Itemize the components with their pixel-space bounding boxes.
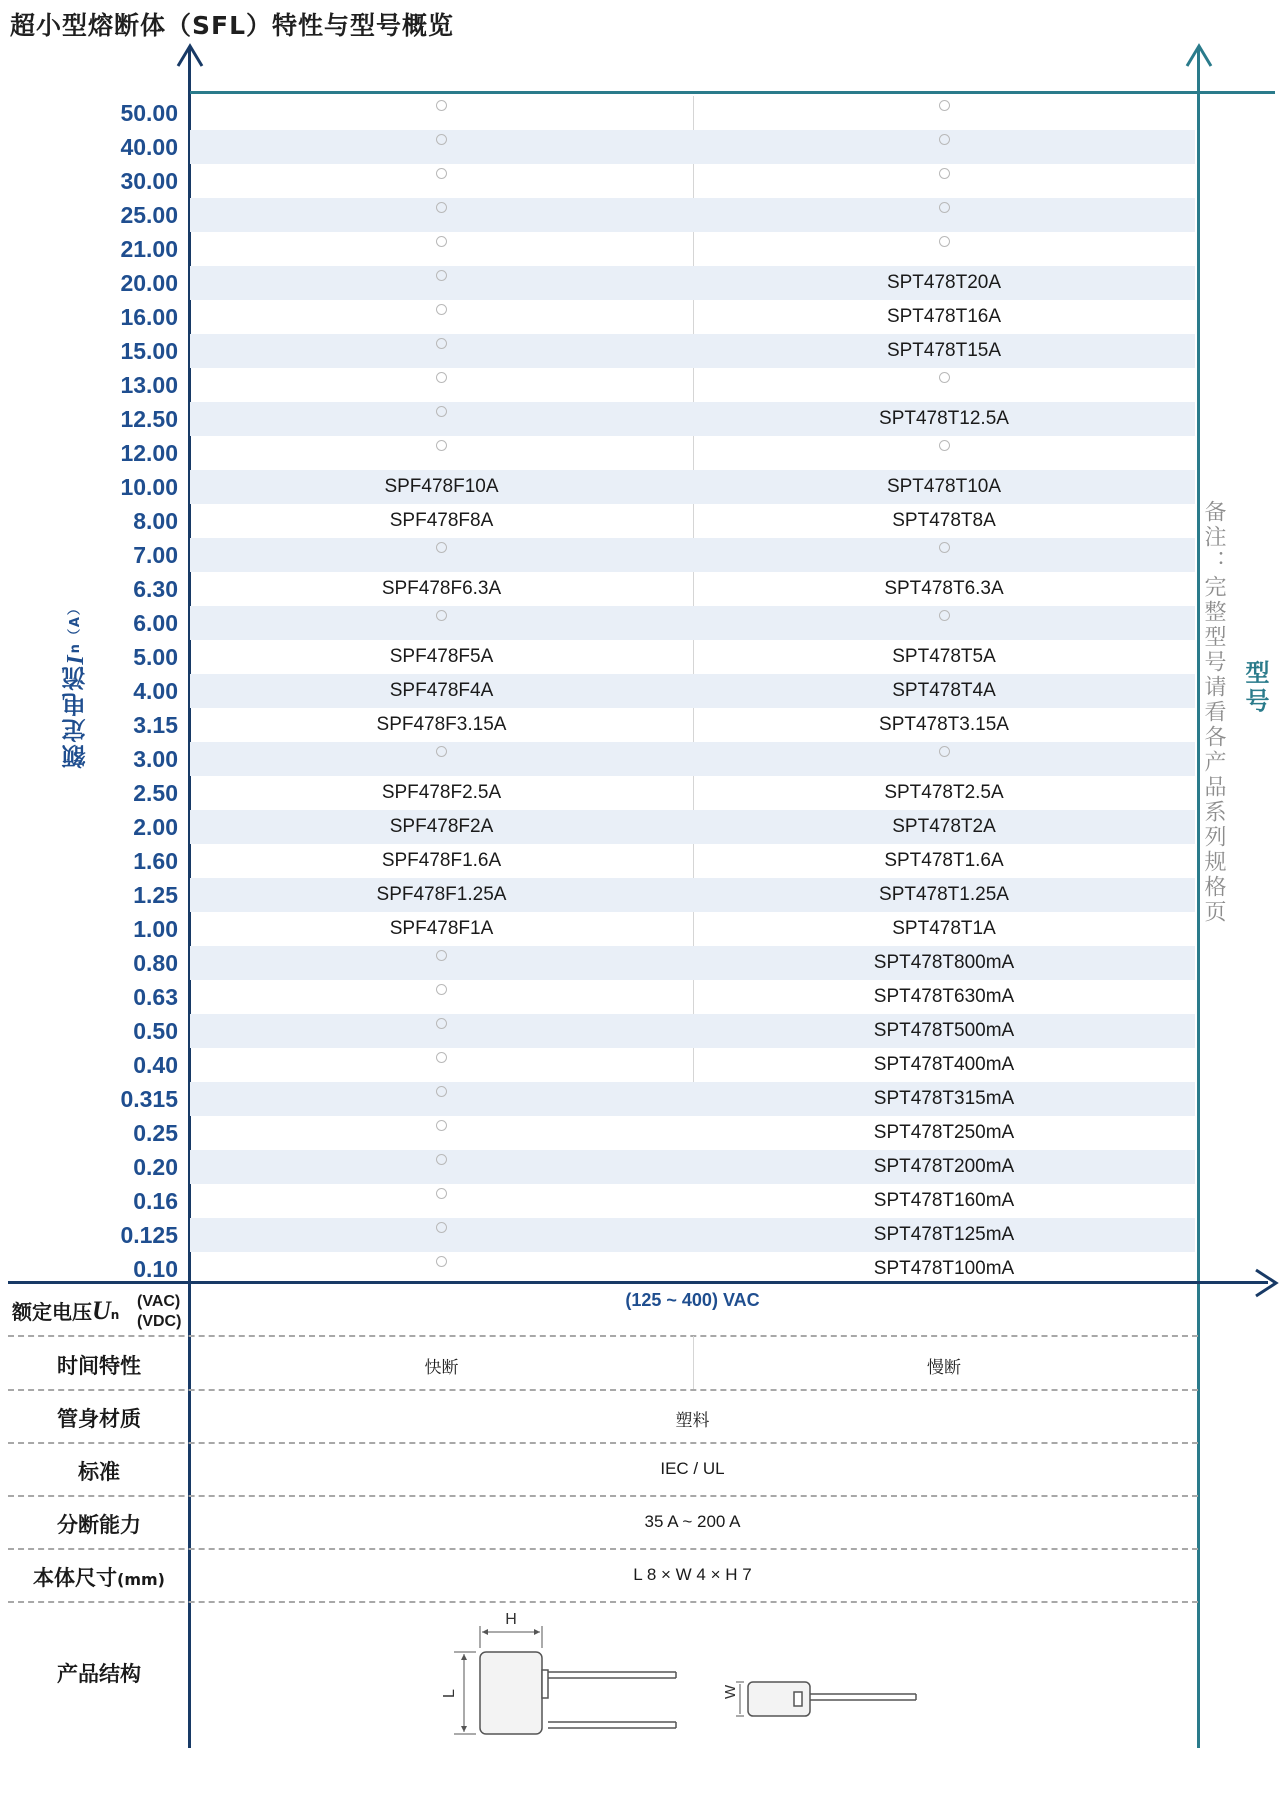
current-label: 0.315	[120, 1086, 178, 1112]
current-label: 10.00	[120, 474, 178, 500]
table-row	[120, 130, 1195, 164]
empty-marker-fast	[190, 232, 693, 266]
circle-icon	[436, 746, 447, 757]
empty-marker-fast	[190, 606, 693, 640]
table-row	[133, 1014, 1195, 1048]
empty-marker-fast	[190, 368, 693, 402]
model-cell-slow: SPT478T315mA	[873, 1088, 1015, 1109]
circle-icon	[939, 134, 950, 145]
model-cell-fast: SPF478F4A	[389, 680, 494, 701]
model-cell-slow: SPT478T20A	[886, 272, 1002, 293]
circle-icon	[436, 1222, 447, 1233]
empty-marker-fast	[190, 1150, 693, 1184]
circle-icon	[436, 542, 447, 553]
circle-icon	[436, 950, 447, 961]
spec-label: 分断能力	[57, 1513, 141, 1537]
circle-icon	[436, 1086, 447, 1097]
model-cell-slow: SPT478T2A	[892, 816, 996, 837]
model-cell-slow: SPT478T400mA	[873, 1054, 1015, 1075]
model-cell-slow: SPT478T1A	[892, 918, 996, 939]
current-label: 0.80	[133, 950, 178, 976]
voltage-units	[137, 1292, 181, 1332]
dim-h-label: H	[505, 1612, 517, 1628]
spec-label: 标准	[78, 1460, 120, 1484]
empty-marker-fast	[190, 130, 693, 164]
table-row	[120, 198, 1195, 232]
empty-marker-fast	[190, 266, 693, 300]
circle-icon	[436, 610, 447, 621]
circle-icon	[436, 100, 447, 111]
empty-marker-slow	[693, 232, 1195, 266]
current-label: 0.16	[133, 1188, 178, 1214]
table-row	[120, 1218, 1195, 1252]
model-cell-slow: SPT478T630mA	[873, 986, 1015, 1007]
model-cell-slow: SPT478T5A	[892, 646, 996, 667]
spec-value: L 8 × W 4 × H 7	[633, 1565, 752, 1584]
model-cell-slow: SPT478T100mA	[873, 1258, 1015, 1279]
table-row	[133, 946, 1195, 980]
empty-marker-fast	[190, 96, 693, 130]
current-label: 0.50	[133, 1018, 178, 1044]
table-row	[133, 538, 1195, 572]
circle-icon	[436, 338, 447, 349]
spec-value-slow: 慢断	[927, 1358, 961, 1377]
table-row	[120, 1082, 1195, 1116]
voltage-name: 额定电压	[12, 1300, 92, 1324]
current-label: 2.00	[133, 814, 178, 840]
empty-marker-fast	[190, 300, 693, 334]
table-row	[120, 368, 1195, 402]
model-cell-fast: SPF478F8A	[389, 510, 494, 531]
circle-icon	[436, 440, 447, 451]
empty-marker-fast	[190, 946, 693, 980]
circle-icon	[436, 202, 447, 213]
current-label: 0.125	[120, 1222, 178, 1248]
current-label: 3.15	[133, 712, 178, 738]
table-row	[133, 1150, 1195, 1184]
spec-value: IEC / UL	[660, 1459, 725, 1478]
dim-l-label: L	[441, 1689, 458, 1698]
table-row	[133, 674, 1195, 708]
circle-icon	[436, 134, 447, 145]
table-row	[120, 266, 1195, 300]
empty-marker-fast	[190, 538, 693, 572]
current-label: 21.00	[120, 236, 178, 262]
empty-marker-slow	[693, 130, 1195, 164]
empty-marker-fast	[190, 334, 693, 368]
empty-marker-slow	[693, 164, 1195, 198]
current-label: 7.00	[133, 542, 178, 568]
table-row	[120, 232, 1195, 266]
divider	[8, 1335, 1198, 1337]
divider	[8, 1601, 1198, 1603]
empty-marker-slow	[693, 436, 1195, 470]
circle-icon	[436, 304, 447, 315]
circle-icon	[436, 168, 447, 179]
spec-value: 塑料	[675, 1411, 710, 1430]
spec-value-fast: 快断	[424, 1358, 459, 1377]
table-row	[120, 300, 1195, 334]
model-cell-slow: SPT478T1.25A	[879, 884, 1009, 905]
empty-marker-fast	[190, 1218, 693, 1252]
current-label: 20.00	[120, 270, 178, 296]
table-row	[120, 436, 1195, 470]
table-row	[133, 1252, 1195, 1286]
circle-icon	[436, 270, 447, 281]
fuse-structure-drawing	[440, 1612, 960, 1742]
spec-label-text: 本体尺寸	[33, 1566, 118, 1590]
circle-icon	[939, 202, 950, 213]
circle-icon	[436, 1154, 447, 1165]
empty-marker-fast	[190, 1082, 693, 1116]
model-cell-slow: SPT478T160mA	[873, 1190, 1015, 1211]
empty-marker-slow	[693, 96, 1195, 130]
spec-label: 管身材质	[57, 1407, 141, 1431]
fuse-side-view	[736, 1682, 916, 1716]
empty-marker-fast	[190, 402, 693, 436]
model-cell-slow: SPT478T10A	[886, 476, 1002, 497]
spec-value: 35 A ~ 200 A	[644, 1512, 741, 1531]
circle-icon	[436, 1052, 447, 1063]
model-cell-slow: SPT478T6.3A	[884, 578, 1004, 599]
table-row	[133, 1116, 1195, 1150]
table-row	[133, 776, 1195, 810]
voltage-value: (125 ~ 400) VAC	[625, 1290, 760, 1310]
table-row	[120, 164, 1195, 198]
spec-label: 产品结构	[57, 1662, 141, 1686]
spec-label-unit: (mm)	[117, 1570, 165, 1589]
empty-marker-fast	[190, 1048, 693, 1082]
x-axis-arrow-icon	[1252, 1268, 1280, 1298]
empty-marker-slow	[693, 198, 1195, 232]
voltage-unit-dc: (VDC)	[137, 1313, 182, 1330]
model-cell-slow: SPT478T500mA	[873, 1020, 1015, 1041]
model-axis-title: 型号	[1241, 660, 1269, 716]
table-row	[133, 1048, 1195, 1082]
circle-icon	[436, 406, 447, 417]
table-row	[133, 742, 1195, 776]
current-label: 1.25	[133, 882, 178, 908]
y-axis-name: 额定电流	[62, 664, 90, 769]
model-cell-slow: SPT478T3.15A	[879, 714, 1009, 735]
current-label: 1.60	[133, 848, 178, 874]
table-row	[120, 96, 1195, 130]
circle-icon	[436, 1120, 447, 1131]
current-unit: （A）	[68, 600, 83, 643]
voltage-unit-ac: (VAC)	[137, 1293, 181, 1310]
model-cell-fast: SPF478F1.25A	[376, 884, 507, 905]
empty-marker-slow	[693, 742, 1195, 776]
model-cell-fast: SPF478F1A	[389, 918, 494, 939]
table-row	[133, 708, 1195, 742]
circle-icon	[939, 236, 950, 247]
empty-marker-slow	[693, 538, 1195, 572]
circle-icon	[436, 1256, 447, 1267]
circle-icon	[939, 372, 950, 383]
empty-marker-slow	[693, 368, 1195, 402]
model-note: 备注：完整型号请看各产品系列规格页	[1201, 500, 1226, 925]
model-cell-fast: SPF478F3.15A	[376, 714, 507, 735]
dim-w-label: W	[722, 1684, 739, 1699]
table-row	[133, 878, 1195, 912]
circle-icon	[939, 100, 950, 111]
table-row	[133, 1184, 1195, 1218]
circle-icon	[436, 984, 447, 995]
circle-icon	[436, 1188, 447, 1199]
model-cell-fast: SPF478F6.3A	[381, 578, 502, 599]
current-label: 6.30	[133, 576, 178, 602]
current-label: 5.00	[133, 644, 178, 670]
voltage-subscript: n	[110, 1308, 120, 1322]
model-cell-slow: SPT478T15A	[886, 340, 1002, 361]
model-cell-slow: SPT478T8A	[892, 510, 996, 531]
circle-icon	[939, 440, 950, 451]
current-label: 40.00	[120, 134, 178, 160]
current-symbol: I	[63, 653, 89, 665]
current-label: 13.00	[120, 372, 178, 398]
current-label: 12.00	[120, 440, 178, 466]
divider	[8, 1548, 1198, 1550]
empty-marker-fast	[190, 198, 693, 232]
current-label: 0.25	[133, 1120, 178, 1146]
circle-icon	[939, 168, 950, 179]
model-cell-slow: SPT478T4A	[892, 680, 996, 701]
divider	[8, 1495, 1198, 1497]
current-label: 25.00	[120, 202, 178, 228]
circle-icon	[436, 236, 447, 247]
fuse-front-view	[454, 1626, 676, 1734]
current-label: 12.50	[120, 406, 178, 432]
y-axis-arrow-icon	[176, 42, 204, 72]
current-label: 4.00	[133, 678, 178, 704]
model-cell-slow: SPT478T2.5A	[884, 782, 1004, 803]
table-row	[120, 470, 1195, 504]
table-row	[120, 334, 1195, 368]
current-label: 0.20	[133, 1154, 178, 1180]
empty-marker-fast	[190, 1014, 693, 1048]
table-row	[133, 504, 1195, 538]
top-axis-line	[190, 91, 1275, 94]
model-cell-slow: SPT478T800mA	[873, 952, 1015, 973]
table-row	[133, 606, 1195, 640]
spec-label: 时间特性	[57, 1354, 141, 1378]
current-subscript: n	[68, 642, 83, 654]
model-cell-slow: SPT478T200mA	[873, 1156, 1015, 1177]
current-label: 3.00	[133, 746, 178, 772]
empty-marker-fast	[190, 436, 693, 470]
table-row	[133, 640, 1195, 674]
current-label: 6.00	[133, 610, 178, 636]
model-cell-fast: SPF478F10A	[384, 476, 499, 497]
model-cell-slow: SPT478T12.5A	[879, 408, 1009, 429]
empty-marker-fast	[190, 742, 693, 776]
table-row	[133, 844, 1195, 878]
divider	[8, 1389, 1198, 1391]
current-label: 0.10	[133, 1256, 178, 1282]
table-row	[133, 572, 1195, 606]
current-label: 30.00	[120, 168, 178, 194]
circle-icon	[939, 542, 950, 553]
model-cell-slow: SPT478T125mA	[873, 1224, 1015, 1245]
current-label: 50.00	[120, 100, 178, 126]
current-label: 8.00	[133, 508, 178, 534]
current-label: 16.00	[120, 304, 178, 330]
circle-icon	[939, 610, 950, 621]
table-row	[120, 402, 1195, 436]
model-cell-fast: SPF478F1.6A	[381, 850, 502, 871]
empty-marker-fast	[190, 1184, 693, 1218]
model-cell-slow: SPT478T1.6A	[884, 850, 1004, 871]
table-row	[133, 912, 1195, 946]
current-label: 15.00	[120, 338, 178, 364]
circle-icon	[436, 372, 447, 383]
divider	[8, 1442, 1198, 1444]
model-grid	[120, 96, 1195, 1286]
empty-marker-fast	[190, 164, 693, 198]
voltage-symbol: U	[92, 1296, 111, 1325]
table-row	[133, 980, 1195, 1014]
current-label: 0.40	[133, 1052, 178, 1078]
current-label: 1.00	[133, 916, 178, 942]
empty-marker-slow	[693, 606, 1195, 640]
model-axis-arrow-icon	[1185, 42, 1213, 72]
model-cell-slow: SPT478T16A	[886, 306, 1002, 327]
spec-label	[8, 1562, 190, 1592]
empty-marker-fast	[190, 1252, 693, 1286]
model-cell-fast: SPF478F5A	[389, 646, 494, 667]
circle-icon	[939, 746, 950, 757]
voltage-label	[12, 1296, 119, 1326]
model-cell-fast: SPF478F2A	[389, 816, 494, 837]
current-label: 2.50	[133, 780, 178, 806]
model-cell-fast: SPF478F2.5A	[381, 782, 502, 803]
empty-marker-fast	[190, 980, 693, 1014]
empty-marker-fast	[190, 1116, 693, 1150]
table-row	[133, 810, 1195, 844]
current-label: 0.63	[133, 984, 178, 1010]
page-title: 超小型熔断体（SFL）特性与型号概览	[10, 11, 455, 40]
circle-icon	[436, 1018, 447, 1029]
model-cell-slow: SPT478T250mA	[873, 1122, 1015, 1143]
